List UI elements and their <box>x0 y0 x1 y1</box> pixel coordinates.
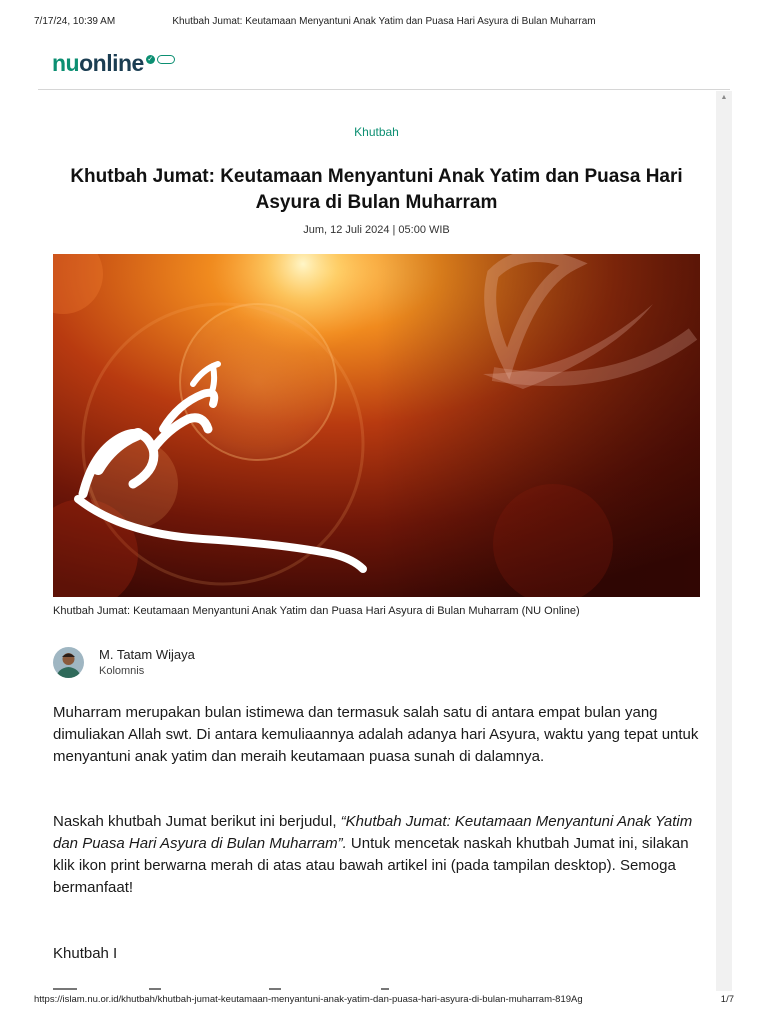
badge-pill <box>157 55 175 64</box>
print-page-number: 1/7 <box>720 994 734 1005</box>
article-title: Khutbah Jumat: Keutamaan Menyantuni Anak Yatim dan Puasa Hari Asyura di Bulan Muharram <box>70 166 683 213</box>
check-icon: ✓ <box>147 55 154 63</box>
logo-online-text: online <box>79 49 144 76</box>
author-avatar[interactable] <box>53 647 84 678</box>
paragraph-text: Naskah khutbah Jumat berikut ini berjudul, <box>53 813 341 830</box>
print-url: https://islam.nu.or.id/khutbah/khutbah-jumat-keutamaan-menyantuni-anak-yatim-dan-puasa-hari-asyura-di-bulan-muharram-819Ag <box>34 994 583 1005</box>
author-info <box>99 647 195 677</box>
avatar-photo <box>53 647 84 678</box>
print-page-title: Khutbah Jumat: Keutamaan Menyantuni Anak Yatim dan Puasa Hari Asyura di Bulan Muharram <box>172 16 596 27</box>
muharram-calligraphy-image <box>53 254 700 597</box>
nu-online-logo[interactable] <box>52 48 175 78</box>
print-timestamp: 7/17/24, 10:39 AM <box>34 16 116 27</box>
hero-image <box>53 254 700 597</box>
author-block[interactable] <box>53 645 195 679</box>
article-paragraph: Muharram merupakan bulan istimewa dan termasuk salah satu di antara empat bulan yang dimuliakan Allah swt. Di antara kemuliaannya adalah adanya hari Asyura, waktu yang tepat untuk menyantuni anak yatim dan meraih keutamaan puasa sunah di dalamnya. <box>53 704 699 765</box>
image-caption: Khutbah Jumat: Keutamaan Menyantuni Anak Yatim dan Puasa Hari Asyura di Bulan Muharram (NU Online) <box>53 605 580 617</box>
paragraph-text: Untuk mencetak naskah khutbah Jumat ini, silakan klik ikon print berwarna merah di atas atau bawah artikel ini (pada tampilan desktop). Semoga bermanfaat! <box>53 835 689 896</box>
cut-off-text-line <box>53 984 453 990</box>
header-divider <box>38 89 730 90</box>
author-role: Kolomnis <box>99 665 145 677</box>
article-category-link[interactable]: Khutbah <box>354 125 399 139</box>
paragraph-italic-title: “Khutbah Jumat: Keutamaan Menyantuni Anak Yatim dan Puasa Hari Asyura di Bulan Muharram”. <box>53 813 693 852</box>
print-footer <box>34 994 734 1008</box>
author-name[interactable]: M. Tatam Wijaya <box>99 647 195 662</box>
logo-wordmark <box>52 49 144 76</box>
article-paragraph <box>53 811 705 899</box>
print-header <box>34 16 734 30</box>
scroll-up-arrow-icon[interactable]: ▲ <box>720 94 728 101</box>
article-date: Jum, 12 Juli 2024 | 05:00 WIB <box>303 224 450 236</box>
section-heading: Khutbah I <box>53 945 118 962</box>
verified-badge <box>146 55 175 64</box>
scrollbar[interactable] <box>716 91 732 991</box>
logo-nu-text: nu <box>52 49 80 76</box>
